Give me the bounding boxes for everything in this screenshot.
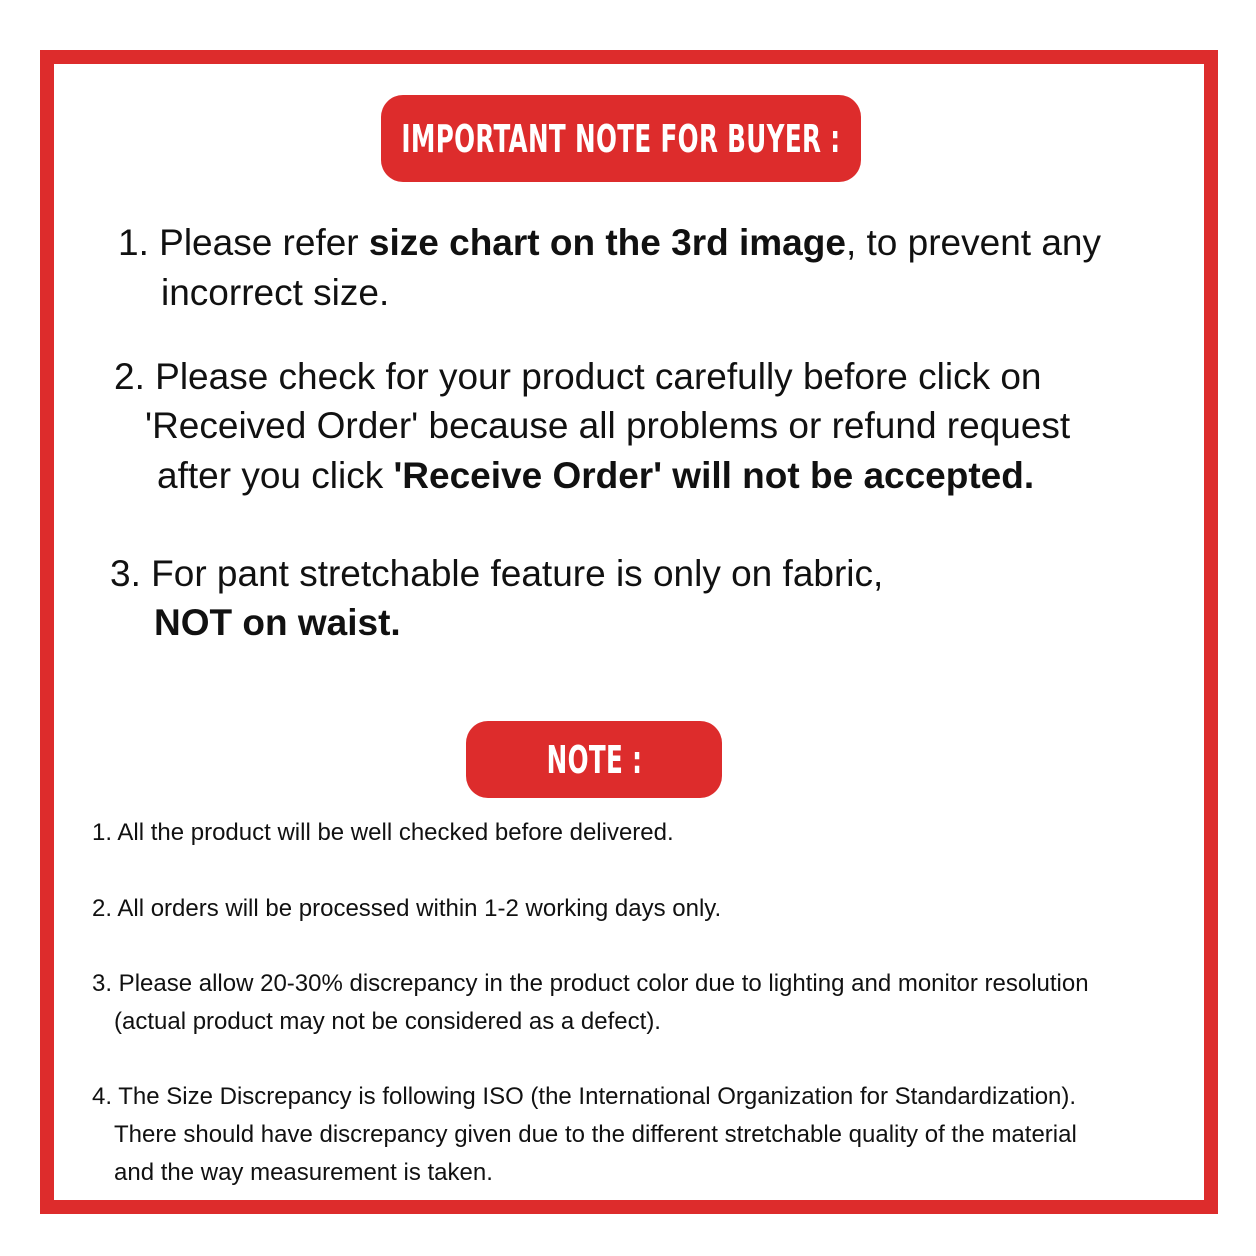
note-header-text: NOTE : — [546, 737, 642, 782]
buyer-note-2-text: after you click — [157, 455, 394, 496]
buyer-note-1-text-end: , to prevent any — [845, 222, 1101, 263]
note-4-line-2: There should have discrepancy given due to the different stretchable quality of the material — [114, 1121, 1077, 1148]
note-3-line-2: (actual product may not be considered as a defect). — [114, 1008, 661, 1035]
buyer-note-3-line-2 — [154, 598, 401, 648]
buyer-note-3-bold: NOT on waist. — [154, 602, 401, 643]
note-4-line-3: and the way measurement is taken. — [114, 1159, 493, 1186]
buyer-note-1-text: 1. Please refer — [118, 222, 369, 263]
buyer-note-1-bold: size chart on the 3rd image — [368, 222, 846, 263]
buyer-note-header-text: IMPORTANT NOTE FOR BUYER : — [401, 116, 841, 161]
buyer-note-3-line-1: 3. For pant stretchable feature is only on fabric, — [110, 553, 884, 594]
buyer-note-1-line-1 — [118, 218, 1101, 268]
note-1: 1. All the product will be well checked before delivered. — [92, 819, 674, 846]
note-4-line-1: 4. The Size Discrepancy is following ISO (the International Organization for Standardization). — [92, 1083, 1077, 1110]
buyer-note-2-line-2: 'Received Order' because all problems or refund request — [145, 405, 1071, 446]
buyer-note-1-line-2: incorrect size. — [161, 272, 390, 313]
buyer-note-2-bold: 'Receive Order' will not be accepted. — [393, 455, 1035, 496]
buyer-note-2-line-3 — [157, 451, 1034, 501]
note-header — [466, 721, 722, 798]
note-3-line-1: 3. Please allow 20-30% discrepancy in the product color due to lighting and monitor resolution — [92, 970, 1089, 997]
note-2: 2. All orders will be processed within 1-2 working days only. — [92, 895, 722, 922]
buyer-note-2-line-1: 2. Please check for your product carefully before click on — [114, 356, 1042, 397]
buyer-note-header — [381, 95, 861, 182]
